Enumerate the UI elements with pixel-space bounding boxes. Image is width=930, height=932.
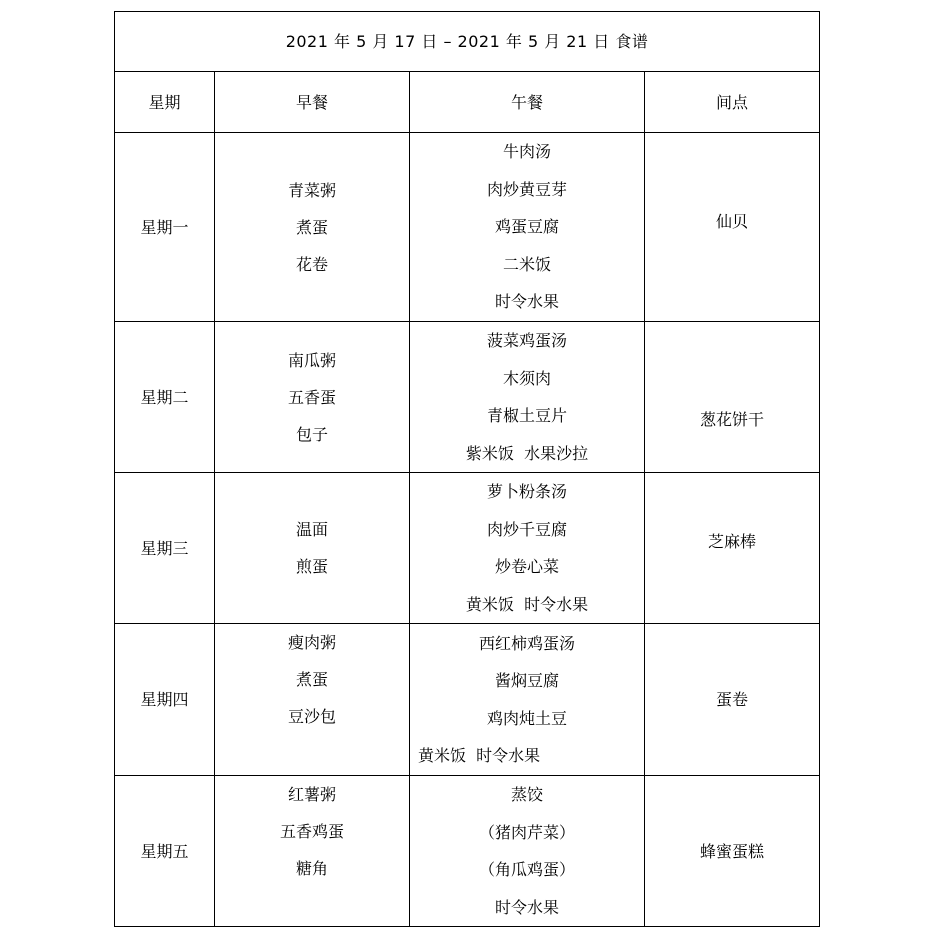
breakfast-item: 瘦肉粥 xyxy=(287,633,336,652)
header-snack: 间点 xyxy=(645,72,820,133)
snack-cell xyxy=(645,624,820,776)
snack-cell xyxy=(645,776,820,927)
lunch-item: 青椒土豆片 xyxy=(486,406,567,425)
lunch-item: 时令水果 xyxy=(494,897,559,917)
lunch-cell xyxy=(410,624,645,776)
table-row xyxy=(115,624,820,776)
breakfast-cell xyxy=(215,776,410,927)
header-day: 星期 xyxy=(115,72,215,133)
lunch-item: 炒卷心菜 xyxy=(494,557,559,576)
lunch-item: 紫米饭 水果沙拉 xyxy=(465,443,589,463)
breakfast-item: 煮蛋 xyxy=(295,670,328,689)
lunch-item: 黄米饭 时令水果 xyxy=(465,594,589,614)
breakfast-cell xyxy=(215,473,410,624)
breakfast-cell xyxy=(215,322,410,473)
lunch-item: 肉炒千豆腐 xyxy=(486,519,567,539)
snack-item: 仙贝 xyxy=(716,212,749,231)
breakfast-item: 温面 xyxy=(295,520,328,539)
day-label: 星期五 xyxy=(115,776,215,927)
breakfast-item: 煮蛋 xyxy=(295,217,328,237)
day-label: 星期四 xyxy=(115,624,215,776)
lunch-item: 木须肉 xyxy=(502,368,551,388)
snack-item: 芝麻棒 xyxy=(708,532,757,551)
lunch-cell xyxy=(410,473,645,624)
table-row xyxy=(115,473,820,624)
lunch-cell xyxy=(410,133,645,322)
menu-table xyxy=(114,11,820,927)
breakfast-item: 青菜粥 xyxy=(287,180,336,200)
breakfast-item: 包子 xyxy=(295,424,328,444)
table-row xyxy=(115,776,820,927)
snack-item: 葱花饼干 xyxy=(700,409,765,429)
lunch-item: 蒸饺 xyxy=(510,785,543,804)
breakfast-cell xyxy=(215,133,410,322)
lunch-cell xyxy=(410,776,645,927)
breakfast-item: 五香蛋 xyxy=(287,387,336,407)
lunch-item: 西红柿鸡蛋汤 xyxy=(478,633,575,653)
lunch-item: 酱焖豆腐 xyxy=(494,671,559,690)
menu-title: 2021 年 5 月 17 日 – 2021 年 5 月 21 日 食谱 xyxy=(115,12,820,72)
lunch-item: 萝卜粉条汤 xyxy=(486,482,567,501)
lunch-cell xyxy=(410,322,645,473)
lunch-item: 鸡蛋豆腐 xyxy=(494,217,559,237)
table-row xyxy=(115,322,820,473)
day-label: 星期一 xyxy=(115,133,215,322)
lunch-item: 肉炒黄豆芽 xyxy=(486,179,567,199)
snack-cell xyxy=(645,322,820,473)
day-label: 星期二 xyxy=(115,322,215,473)
breakfast-item: 煎蛋 xyxy=(295,557,328,576)
lunch-item: 菠菜鸡蛋汤 xyxy=(486,331,567,350)
breakfast-item: 豆沙包 xyxy=(287,707,336,726)
snack-item: 蜂蜜蛋糕 xyxy=(700,841,765,861)
breakfast-cell xyxy=(215,624,410,776)
snack-cell xyxy=(645,473,820,624)
breakfast-item: 糖角 xyxy=(295,859,328,878)
title-row xyxy=(115,12,820,72)
table-row xyxy=(115,133,820,322)
lunch-item: （角瓜鸡蛋） xyxy=(478,860,575,879)
header-breakfast: 早餐 xyxy=(215,72,410,133)
day-label: 星期三 xyxy=(115,473,215,624)
breakfast-item: 花卷 xyxy=(295,254,328,274)
lunch-item: 牛肉汤 xyxy=(502,142,551,162)
lunch-item: （猪肉芹菜） xyxy=(478,822,575,842)
lunch-item: 黄米饭 时令水果 xyxy=(418,746,541,765)
lunch-item: 时令水果 xyxy=(494,292,559,312)
snack-item: 蛋卷 xyxy=(716,690,749,709)
breakfast-item: 红薯粥 xyxy=(287,785,336,804)
lunch-item: 鸡肉炖土豆 xyxy=(486,708,567,728)
breakfast-item: 南瓜粥 xyxy=(287,350,336,370)
header-lunch: 午餐 xyxy=(410,72,645,133)
breakfast-item: 五香鸡蛋 xyxy=(279,822,344,841)
snack-cell xyxy=(645,133,820,322)
header-row xyxy=(115,72,820,133)
lunch-item: 二米饭 xyxy=(502,254,551,274)
